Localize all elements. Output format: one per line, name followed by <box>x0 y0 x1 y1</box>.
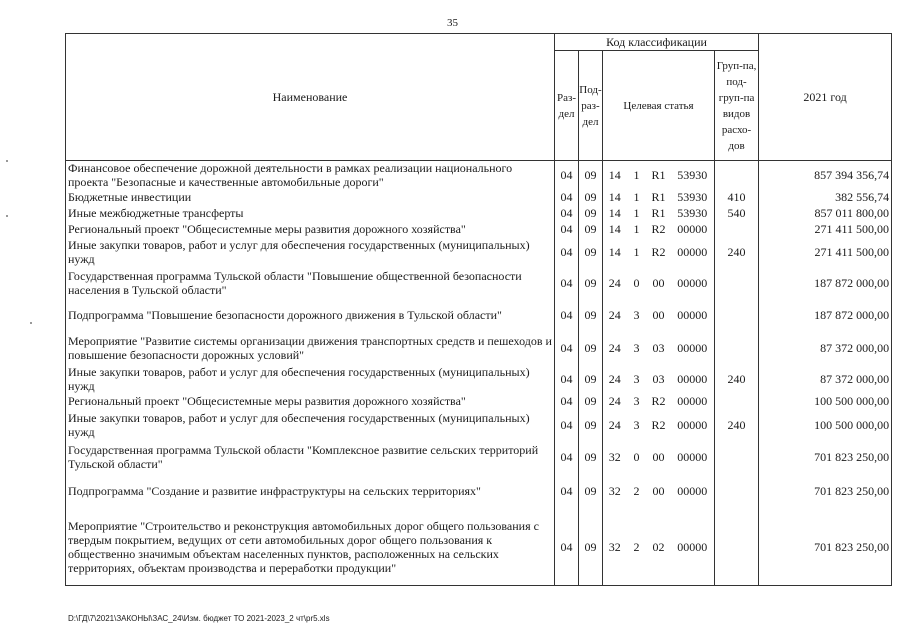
row-razdel: 04 <box>555 393 579 409</box>
row-target-4: 53930 <box>677 190 708 204</box>
row-razdel: 04 <box>555 221 579 237</box>
table-body <box>66 161 892 586</box>
table-row <box>66 509 892 585</box>
budget-table <box>65 33 892 586</box>
row-target-2: 1 <box>633 190 640 204</box>
row-amount: 187 872 000,00 <box>759 299 892 331</box>
row-target-4: 00000 <box>677 418 708 432</box>
row-target-3: 00 <box>652 276 665 290</box>
row-podrazdel: 09 <box>579 267 603 299</box>
table-row <box>66 331 892 365</box>
row-target-1: 14 <box>603 205 627 221</box>
row-group <box>715 161 759 190</box>
row-target-1: 14 <box>603 161 627 190</box>
header-group: Груп-па, под-груп-па видов расхо-дов <box>715 51 759 161</box>
row-podrazdel: 09 <box>579 205 603 221</box>
row-razdel: 04 <box>555 409 579 441</box>
row-target-3: 00 <box>652 308 665 322</box>
row-podrazdel: 09 <box>579 473 603 509</box>
row-podrazdel: 09 <box>579 189 603 205</box>
row-podrazdel: 09 <box>579 393 603 409</box>
row-target-1: 32 <box>603 441 627 473</box>
row-podrazdel: 09 <box>579 509 603 585</box>
table-row <box>66 267 892 299</box>
row-target-2: 0 <box>633 276 640 290</box>
row-target-2: 3 <box>633 372 640 386</box>
row-name: Иные межбюджетные трансферты <box>66 205 555 221</box>
row-target-4: 53930 <box>677 168 708 182</box>
row-group: 240 <box>715 409 759 441</box>
row-target-1: 14 <box>603 189 627 205</box>
row-podrazdel: 09 <box>579 237 603 267</box>
header-podrazdel: Под-раз-дел <box>579 51 603 161</box>
row-target-3: R2 <box>651 394 666 408</box>
row-name: Иные закупки товаров, работ и услуг для обеспечения государственных (муниципальных) нужд <box>66 409 555 441</box>
row-target-3: 03 <box>652 372 665 386</box>
row-target-2: 2 <box>627 509 647 585</box>
row-target-2: 1 <box>633 222 640 236</box>
row-target-1: 24 <box>603 365 627 393</box>
row-razdel: 04 <box>555 509 579 585</box>
table-row <box>66 441 892 473</box>
row-target-1: 32 <box>603 509 627 585</box>
row-target-4: 00000 <box>677 308 708 322</box>
row-target-3: 00 <box>652 484 665 498</box>
row-amount: 857 011 800,00 <box>759 205 892 221</box>
row-target-2: 3 <box>633 394 640 408</box>
page-number: 35 <box>447 17 458 29</box>
table-row <box>66 205 892 221</box>
row-target-1: 24 <box>603 393 627 409</box>
row-target-1: 14 <box>603 221 627 237</box>
file-path-footer: D:\ГД\7\2021\ЗАКОНЫ\ЗАС_24\Изм. бюджет ТО 2021-2023_2 чт\pr5.xls <box>68 614 330 623</box>
row-group <box>715 221 759 237</box>
table-row <box>66 365 892 393</box>
row-group: 410 <box>715 189 759 205</box>
row-target-2: 3 <box>633 341 640 355</box>
row-amount: 701 823 250,00 <box>759 509 892 585</box>
row-target-4: 00000 <box>671 509 715 585</box>
row-razdel: 04 <box>555 189 579 205</box>
row-razdel: 04 <box>555 299 579 331</box>
row-amount: 271 411 500,00 <box>759 237 892 267</box>
row-target-1: 24 <box>603 331 627 365</box>
row-razdel: 04 <box>555 331 579 365</box>
row-razdel: 04 <box>555 237 579 267</box>
row-group: 540 <box>715 205 759 221</box>
row-name: Государственная программа Тульской области "Повышение общественной безопасности населения в Тульской области" <box>66 267 555 299</box>
row-podrazdel: 09 <box>579 365 603 393</box>
row-target-3: 02 <box>647 509 671 585</box>
table-row <box>66 161 892 190</box>
row-group: 240 <box>715 237 759 267</box>
row-amount: 87 372 000,00 <box>759 365 892 393</box>
row-target-4: 00000 <box>677 484 708 498</box>
row-target-3: R1 <box>651 190 666 204</box>
row-podrazdel: 09 <box>579 161 603 190</box>
row-name: Подпрограмма "Повышение безопасности дорожного движения в Тульской области" <box>66 299 555 331</box>
row-target-1: 14 <box>603 237 627 267</box>
row-target-3: 03 <box>652 341 665 355</box>
row-target-1: 32 <box>603 473 627 509</box>
row-name: Мероприятие "Строительство и реконструкция автомобильных дорог общего пользования с твердым покрытием, ведущих от сети автомобильных дорог общего пользования к общественно значимым объектам населенных пунктов, расположенных на сельских территориях, объектам производства и переработки продукции" <box>66 509 555 585</box>
row-razdel: 04 <box>555 441 579 473</box>
row-target-4: 00000 <box>677 394 708 408</box>
row-amount: 857 394 356,74 <box>759 161 892 190</box>
row-target-4: 00000 <box>677 341 708 355</box>
row-target-1: 24 <box>603 267 627 299</box>
row-target-3: R2 <box>651 245 666 259</box>
row-name: Финансовое обеспечение дорожной деятельности в рамках реализации национального проекта "Безопасные и качественные автомобильные дороги" <box>66 161 555 190</box>
header-razdel: Раз-дел <box>555 51 579 161</box>
row-target-2: 1 <box>633 168 640 182</box>
row-group <box>715 441 759 473</box>
row-target-2: 3 <box>633 308 640 322</box>
row-podrazdel: 09 <box>579 331 603 365</box>
row-target-2: 1 <box>633 245 640 259</box>
row-razdel: 04 <box>555 473 579 509</box>
header-target: Целевая статья <box>603 51 715 161</box>
row-target-4: 00000 <box>677 372 708 386</box>
row-podrazdel: 09 <box>579 441 603 473</box>
row-podrazdel: 09 <box>579 299 603 331</box>
header-name: Наименование <box>66 34 555 161</box>
row-name: Иные закупки товаров, работ и услуг для обеспечения государственных (муниципальных) нужд <box>66 365 555 393</box>
row-target-2: 3 <box>633 418 640 432</box>
row-group <box>715 299 759 331</box>
row-group <box>715 473 759 509</box>
row-target-2: 2 <box>633 484 640 498</box>
row-target-3: R1 <box>651 168 666 182</box>
row-amount: 271 411 500,00 <box>759 221 892 237</box>
row-amount: 187 872 000,00 <box>759 267 892 299</box>
row-target-4: 53930 <box>677 206 708 220</box>
row-amount: 701 823 250,00 <box>759 441 892 473</box>
row-name: Региональный проект "Общесистемные меры развития дорожного хозяйства" <box>66 393 555 409</box>
row-target-3: R2 <box>651 222 666 236</box>
table-row <box>66 393 892 409</box>
row-group <box>715 267 759 299</box>
row-amount: 87 372 000,00 <box>759 331 892 365</box>
row-amount: 100 500 000,00 <box>759 393 892 409</box>
row-target-2: 0 <box>633 450 640 464</box>
row-group <box>715 331 759 365</box>
row-amount: 100 500 000,00 <box>759 409 892 441</box>
table-row <box>66 221 892 237</box>
row-name: Государственная программа Тульской области "Комплексное развитие сельских территорий Тульской области" <box>66 441 555 473</box>
row-target-4: 00000 <box>677 450 708 464</box>
row-podrazdel: 09 <box>579 409 603 441</box>
row-name: Иные закупки товаров, работ и услуг для обеспечения государственных (муниципальных) нужд <box>66 237 555 267</box>
table-row <box>66 473 892 509</box>
row-razdel: 04 <box>555 365 579 393</box>
row-name: Подпрограмма "Создание и развитие инфраструктуры на сельских территориях" <box>66 473 555 509</box>
row-target-4: 00000 <box>677 245 708 259</box>
header-code-classification: Код классификации <box>555 34 759 51</box>
row-amount: 382 556,74 <box>759 189 892 205</box>
row-target-3: 00 <box>652 450 665 464</box>
row-group: 240 <box>715 365 759 393</box>
row-razdel: 04 <box>555 161 579 190</box>
header-year: 2021 год <box>759 34 892 161</box>
row-target-4: 00000 <box>677 276 708 290</box>
row-target-3: R2 <box>651 418 666 432</box>
row-target-3: R1 <box>651 206 666 220</box>
row-razdel: 04 <box>555 267 579 299</box>
row-name: Региональный проект "Общесистемные меры развития дорожного хозяйства" <box>66 221 555 237</box>
table-row <box>66 299 892 331</box>
row-name: Бюджетные инвестиции <box>66 189 555 205</box>
row-group <box>715 509 759 585</box>
row-amount: 701 823 250,00 <box>759 473 892 509</box>
row-target-2: 1 <box>633 206 640 220</box>
row-target-1: 24 <box>603 299 627 331</box>
row-target-4: 00000 <box>677 222 708 236</box>
table-row <box>66 409 892 441</box>
row-razdel: 04 <box>555 205 579 221</box>
table-row <box>66 189 892 205</box>
row-name: Мероприятие "Развитие системы организации движения транспортных средств и пешеходов и повышение безопасности дорожных условий" <box>66 331 555 365</box>
row-podrazdel: 09 <box>579 221 603 237</box>
row-target-1: 24 <box>603 409 627 441</box>
table-row <box>66 237 892 267</box>
row-group <box>715 393 759 409</box>
